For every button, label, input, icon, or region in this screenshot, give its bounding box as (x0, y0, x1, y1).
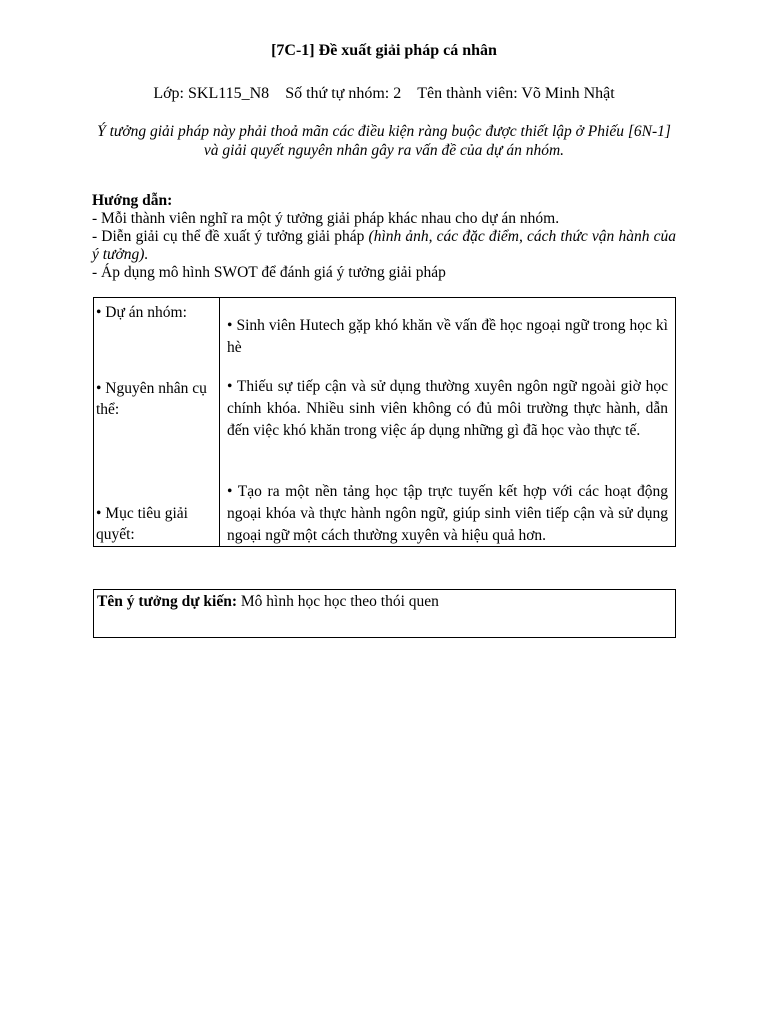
cause-value: • Thiếu sự tiếp cận và sử dụng thường xuyên ngôn ngữ ngoài giờ học chính khóa. Nhiều sinh viên không có đủ môi trường thực hành, dẫn đến việc khó khăn trong việc áp dụng những gì đã học vào thực tế. (227, 378, 668, 439)
member-label: Tên thành viên: Võ Minh Nhật (417, 85, 615, 102)
guide-line-2-italic: (hình ảnh, các đặc điểm, cách thức vận hành của ý tưởng). (92, 228, 676, 263)
class-label: Lớp: SKL115_N8 (153, 85, 270, 102)
guide-heading: Hướng dẫn: (92, 192, 173, 209)
idea-box (93, 589, 676, 638)
idea-label: Tên ý tưởng dự kiến: (97, 593, 238, 610)
goal-label: • Mục tiêu giải quyết: (96, 505, 188, 543)
goal-value: • Tạo ra một nền tảng học tập trực tuyến kết hợp với các hoạt động ngoại khóa và thực hành ngôn ngữ, giúp sinh viên tiếp cận và sử dụng ngoại ngữ một cách thường xuyên và hiệu quả hơn. (227, 483, 668, 544)
idea-value: Mô hình học học theo thói quen (240, 593, 439, 610)
guide-line-3: - Áp dụng mô hình SWOT để đánh giá ý tưởng giải pháp (92, 264, 446, 281)
guide-line-2-text: - Diễn giải cụ thể đề xuất ý tưởng giải pháp (92, 228, 369, 245)
idea-line (97, 593, 439, 611)
project-value: • Sinh viên Hutech gặp khó khăn về vấn đề học ngoại ngữ trong học kì hè (227, 317, 668, 356)
meta-line (0, 85, 768, 103)
page-title: [7C-1] Đề xuất giải pháp cá nhân (271, 42, 497, 59)
guide-line-1: - Mỗi thành viên nghĩ ra một ý tưởng giải pháp khác nhau cho dự án nhóm. (92, 210, 560, 227)
guide-line-2 (92, 228, 676, 264)
guide-section (92, 192, 676, 282)
cause-label: • Nguyên nhân cụ thể: (96, 380, 207, 418)
project-label: • Dự án nhóm: (96, 304, 187, 321)
project-table (93, 297, 676, 547)
instruction-note: Ý tưởng giải pháp này phải thoả mãn các điều kiện ràng buộc được thiết lập ở Phiếu [6N-1] và giải quyết nguyên nhân gây ra vấn đề của dự án nhóm. (97, 123, 671, 159)
group-label: Số thứ tự nhóm: 2 (285, 85, 402, 102)
table-divider (219, 298, 220, 546)
